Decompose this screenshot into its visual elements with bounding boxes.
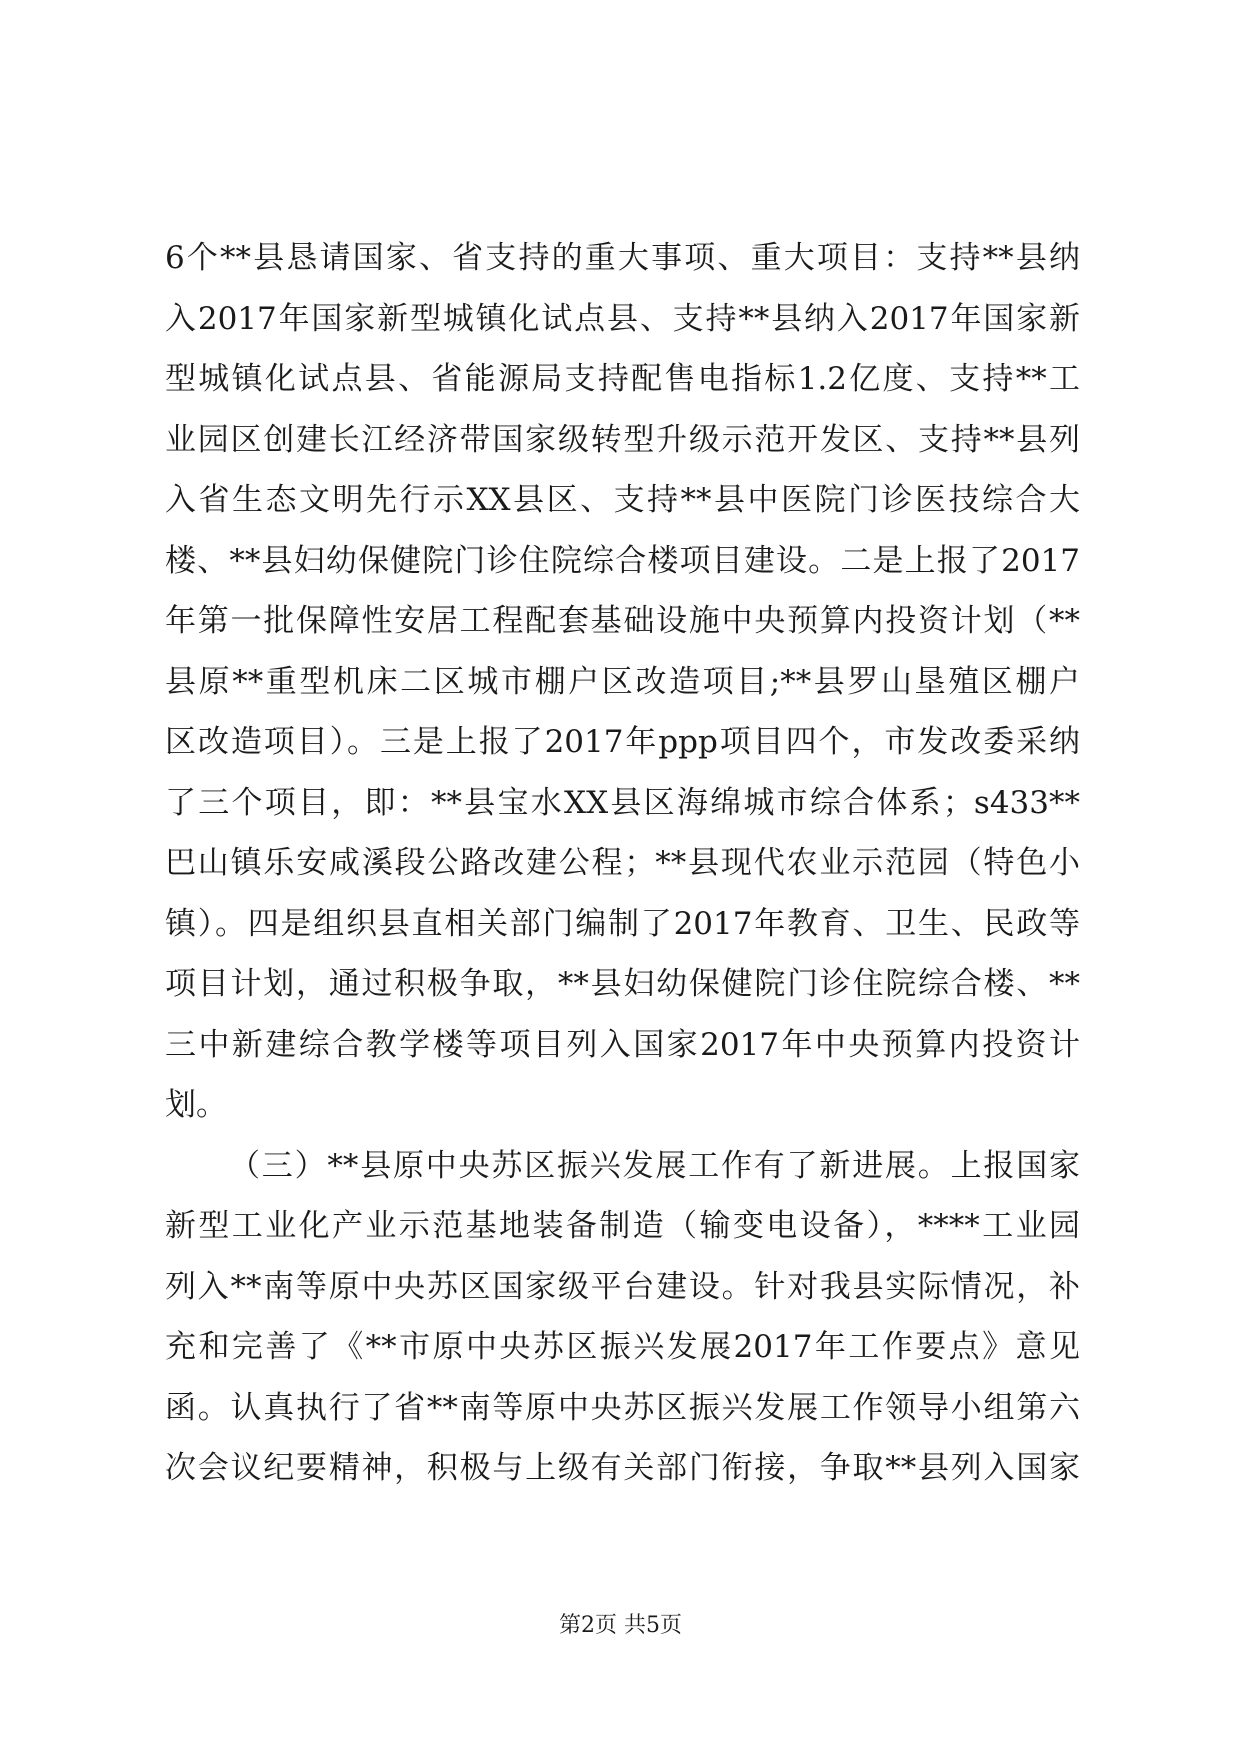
page-number-footer: 第2页 共5页 (559, 1613, 682, 1638)
text-line: 型城镇化试点县、省能源局支持配售电指标1.2亿度、支持**工 (165, 361, 1080, 397)
text-line: 年第一批保障性安居工程配套基础设施中央预算内投资计划（** (165, 603, 1080, 639)
text-line: 项目计划，通过积极争取，**县妇幼保健院门诊住院综合楼、** (165, 966, 1080, 1002)
text-line: 列入**南等原中央苏区国家级平台建设。针对我县实际情况，补 (165, 1268, 1080, 1305)
text-line: 入2017年国家新型城镇化试点县、支持**县纳入2017年国家新 (165, 300, 1080, 337)
text-line: 镇）。四是组织县直相关部门编制了2017年教育、卫生、民政等 (165, 905, 1080, 942)
text-line: 次会议纪要精神，积极与上级有关部门衔接，争取**县列入国家 (165, 1450, 1080, 1486)
text-line: 三中新建综合教学楼等项目列入国家2017年中央预算内投资计 (165, 1026, 1080, 1063)
text-line: 充和完善了《**市原中央苏区振兴发展2017年工作要点》意见 (165, 1329, 1080, 1365)
text-line: 区改造项目）。三是上报了2017年ppp项目四个，市发改委采纳 (165, 724, 1080, 760)
text-line: 巴山镇乐安咸溪段公路改建公程；**县现代农业示范园（特色小 (165, 845, 1080, 881)
text-line: 业园区创建长江经济带国家级转型升级示范开发区、支持**县列 (165, 421, 1080, 458)
text-line: 6个**县恳请国家、省支持的重大事项、重大项目：支持**县纳 (165, 240, 1080, 276)
text-line: 了三个项目，即：**县宝水XX县区海绵城市综合体系；s433** (165, 784, 1080, 821)
text-line: （三）**县原中央苏区振兴发展工作有了新进展。上报国家 (229, 1147, 1080, 1184)
text-line: 划。 (165, 1087, 227, 1123)
text-line: 函。认真执行了省**南等原中央苏区振兴发展工作领导小组第六 (165, 1389, 1080, 1426)
document-body (165, 228, 1080, 1499)
text-line: 县原**重型机床二区城市棚户区改造项目;**县罗山垦殖区棚户 (165, 663, 1080, 700)
text-line: 新型工业化产业示范基地装备制造（输变电设备），****工业园 (165, 1208, 1080, 1244)
text-line: 入省生态文明先行示XX县区、支持**县中医院门诊医技综合大 (165, 482, 1080, 518)
text-line: 楼、**县妇幼保健院门诊住院综合楼项目建设。二是上报了2017 (165, 542, 1080, 579)
